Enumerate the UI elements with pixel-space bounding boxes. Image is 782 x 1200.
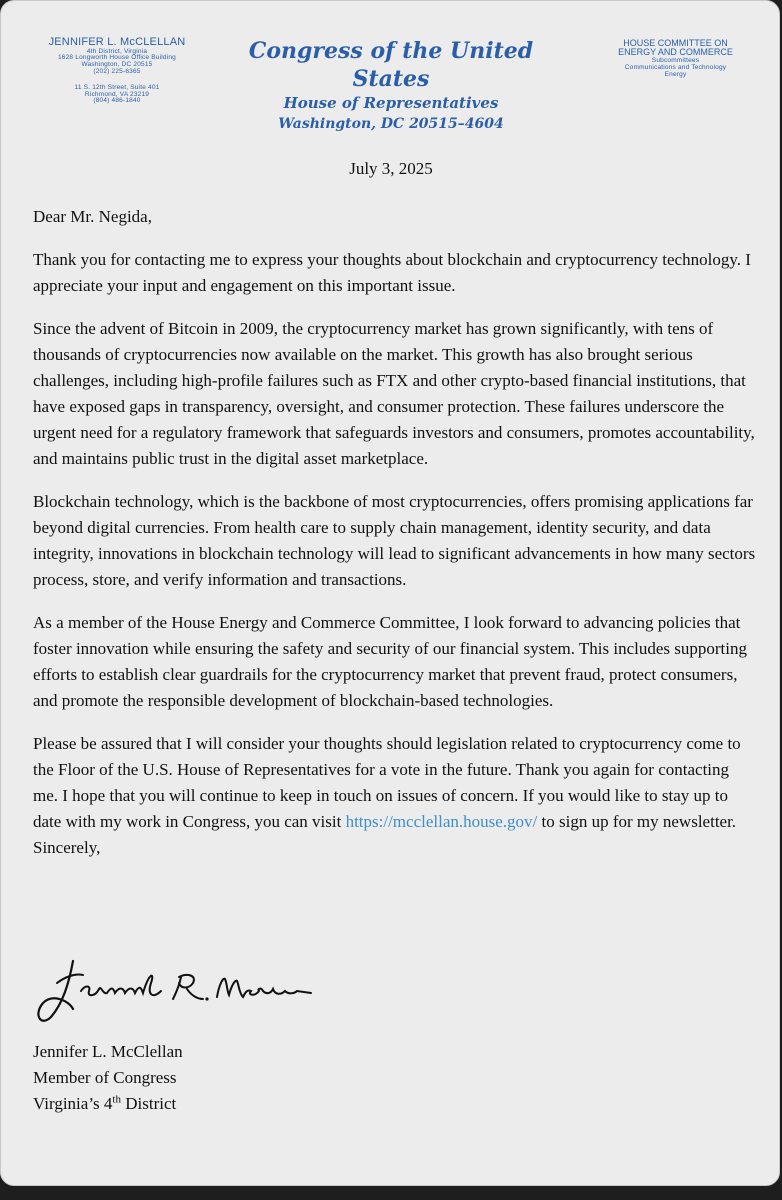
body-paragraph-2: Since the advent of Bitcoin in 2009, the cryptocurrency market has grown significantly, with tens of thousands of cryptocurrencies now available on the market. This growth has also brought serious challenges, including high-profile failures such as FTX and other crypto-based financial institutions, that have exposed gaps in transparency, oversight, and consumer protection. These failures underscore the urgent need for a regulatory framework that safeguards investors and consumers, promotes accountability, and maintains public trust in the digital asset marketplace.	[33, 319, 755, 468]
website-link[interactable]: https://mcclellan.house.gov/	[345, 812, 538, 831]
letter-body	[33, 204, 758, 861]
closing-block	[33, 1039, 183, 1117]
body-paragraph-5	[33, 731, 758, 835]
house-location: Washington, DC 20515–4604	[278, 116, 504, 132]
committee-line-1: HOUSE COMMITTEE ON	[623, 38, 728, 48]
salutation: Dear Mr. Negida,	[33, 207, 152, 226]
body-paragraph-3: Blockchain technology, which is the backbone of most cryptocurrencies, offers promising applications far beyond digital currencies. From health care to supply chain management, identity security, and data integrity, innovations in blockchain technology will lead to significant advancements in how many sectors process, store, and verify information and transactions.	[33, 492, 756, 589]
subcommittees-label: Subcommittees	[651, 56, 700, 64]
subcommittee-1: Communications and Technology	[624, 63, 727, 71]
member-district: 4th District, Virginia	[86, 47, 148, 55]
committee-line-2: ENERGY AND COMMERCE	[618, 47, 733, 58]
body-paragraph-1: Thank you for contacting me to express your thoughts about blockchain and cryptocurrency technology. I appreciate your input and engagement on this important issue.	[33, 250, 751, 295]
paragraph-5-text-after-link: to sign up for my newsletter.	[537, 812, 737, 831]
closing-district-sup: th	[112, 1093, 121, 1106]
closing-district	[33, 1091, 183, 1117]
letterhead-committees	[583, 39, 768, 78]
house-subtitle: House of Representatives	[283, 94, 499, 112]
letter-date: July 3, 2025	[349, 159, 433, 178]
letterhead-title	[231, 37, 551, 135]
member-name: JENNIFER L. McCLELLAN	[48, 36, 186, 48]
body-paragraph-4: As a member of the House Energy and Commerce Committee, I look forward to advancing policies that foster innovation while ensuring the safety and security of our financial system. This includes supporting efforts to establish clear guardrails for the cryptocurrency market that prevent fraud, protect consumers, and promote the responsible development of blockchain-based technologies.	[33, 613, 748, 710]
local-address-line-2: Richmond, VA 23219	[84, 90, 150, 98]
paragraph-5-text-before-link: Please be assured that I will consider your thoughts should legislation related to cryptocurrency come to the Floor of the U.S. House of Representatives for a vote in the future. Thank you again for contacting me. I hope that you will continue to keep in touch on issues of concern. If you would like to stay up to date with my work in Congress, you can visit	[33, 734, 741, 831]
closing-name: Jennifer L. McClellan	[33, 1042, 183, 1061]
valediction: Sincerely,	[33, 838, 101, 857]
local-phone: (804) 486-1840	[93, 97, 141, 105]
local-address-line-1: 11 S. 12th Street, Suite 401	[74, 83, 160, 91]
dc-phone: (202) 225-6365	[93, 67, 141, 75]
dc-address-line-2: Washington, DC 20515	[81, 61, 153, 69]
handwritten-signature	[33, 943, 313, 1033]
dc-address-line-1: 1628 Longworth House Office Building	[57, 54, 176, 62]
closing-district-prefix: Virginia’s 4	[33, 1094, 113, 1113]
subcommittee-2: Energy	[664, 70, 687, 78]
closing-title: Member of Congress	[33, 1068, 177, 1087]
closing-district-suffix: District	[120, 1094, 177, 1113]
congress-title: Congress of the United States	[248, 38, 534, 92]
letterhead-member-info	[17, 37, 217, 105]
